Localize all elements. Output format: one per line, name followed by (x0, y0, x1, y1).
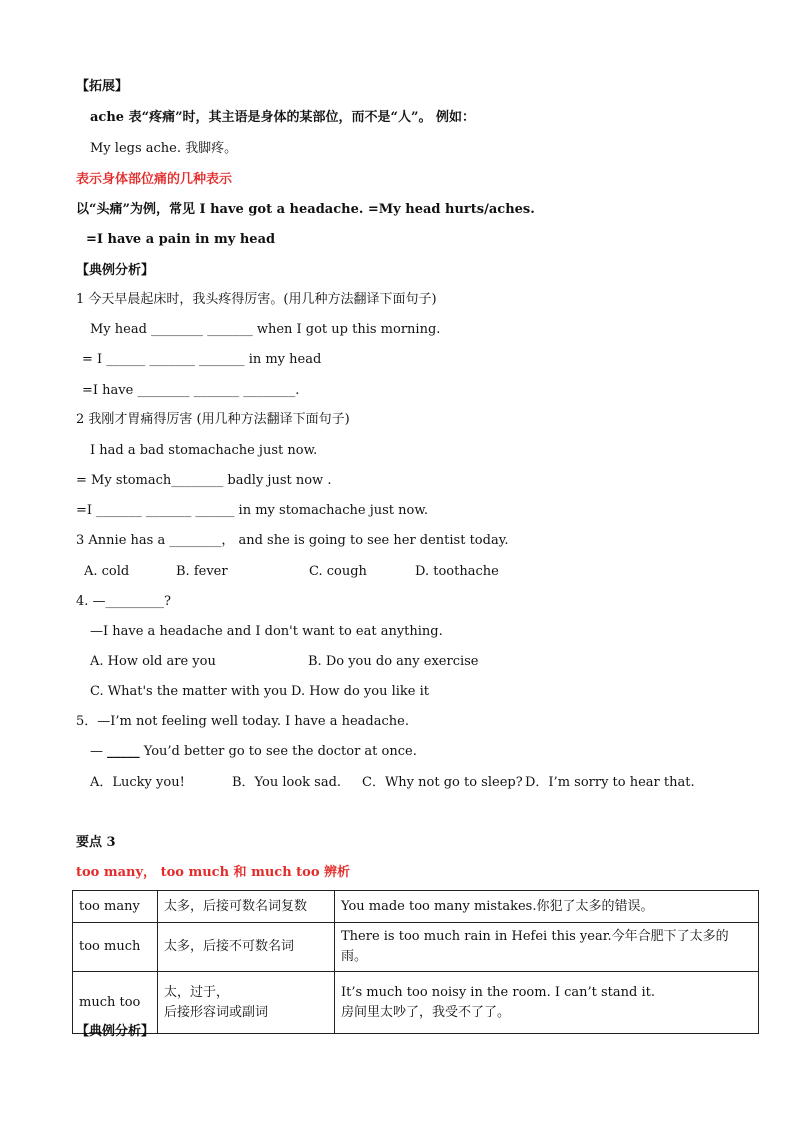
usage-line: 太，过于， (164, 984, 230, 1000)
example-line: It’s much too noisy in the room. I can’t stand it. (341, 984, 655, 1000)
q2-prompt: 2 我刚才胃痛得厉害 (用几种方法翻译下面句子) (76, 412, 350, 427)
example-cell (335, 972, 759, 1034)
q5-reply-dash: — (90, 744, 103, 759)
table-row (73, 923, 759, 972)
extension-heading: 【拓展】 (76, 79, 129, 94)
q4-option: A. How old are you (90, 654, 216, 669)
examples-heading-2: 【典例分析】 (76, 1024, 155, 1039)
term-cell: too many (73, 891, 158, 923)
usage-line: 后接形容词或副词 (164, 1004, 269, 1020)
examples-heading: 【典例分析】 (76, 263, 155, 278)
example-cell: You made too many mistakes.你犯了太多的错误。 (335, 891, 759, 923)
body-pain-title: 表示身体部位痛的几种表示 (76, 172, 233, 187)
q4-option: D. How do you like it (291, 684, 430, 699)
q5-reply (90, 743, 417, 761)
term-cell: too much (73, 923, 158, 972)
point3-title: too many， too much 和 much too 辨析 (76, 865, 351, 880)
ache-example: My legs ache. 我脚疼。 (90, 141, 238, 156)
comparison-table (72, 890, 759, 1034)
q5-option: B．You look sad. (232, 775, 342, 790)
q3-option: B. fever (176, 564, 228, 579)
q3-prompt: 3 Annie has a ________， and she is going to see her dentist today. (76, 533, 509, 548)
q3-option: A. cold (84, 564, 130, 579)
q4-reply: —I have a headache and I don't want to eat anything. (90, 624, 443, 639)
ache-note: ache 表“疼痛”时，其主语是身体的某部位，而不是“人”。 例如： (90, 110, 476, 125)
q1-line: =I have ________ _______ ________. (82, 383, 300, 398)
point3-heading: 要点 3 (76, 835, 116, 850)
usage-cell (158, 972, 335, 1034)
term-cell: much too (73, 972, 158, 1034)
q3-option: C. cough (309, 564, 367, 579)
usage-cell: 太多，后接不可数名词 (158, 923, 335, 972)
q5-prompt: 5．—I’m not feeling well today. I have a headache. (76, 714, 409, 729)
table-row (73, 891, 759, 923)
q5-option: A．Lucky you! (90, 775, 185, 790)
usage-cell: 太多，后接可数名词复数 (158, 891, 335, 923)
q5-option: C．Why not go to sleep? (362, 775, 523, 790)
q1-line: = I ______ _______ _______ in my head (82, 352, 322, 367)
q1-line: My head ________ _______ when I got up this morning. (90, 322, 441, 337)
q1-prompt: 1 今天早晨起床时，我头疼得厉害。(用几种方法翻译下面句子) (76, 292, 437, 307)
q4-option: C. What's the matter with you (90, 684, 288, 699)
headache-expressions: 以“头痛”为例，常见 I have got a headache. =My head hurts/aches. (76, 202, 535, 217)
q5-option: D．I’m sorry to hear that. (525, 775, 695, 790)
q2-line: =I _______ _______ ______ in my stomachache just now. (76, 503, 429, 518)
q2-line: = My stomach________ badly just now . (76, 473, 332, 488)
q2-line: I had a bad stomachache just now. (90, 443, 318, 458)
q4-option: B. Do you do any exercise (308, 654, 479, 669)
q5-reply-blank: _____ (107, 744, 140, 759)
pain-expression: =I have a pain in my head (86, 232, 276, 247)
q3-option: D. toothache (415, 564, 499, 579)
q5-reply-text: You’d better go to see the doctor at once. (139, 744, 417, 759)
table-row (73, 972, 759, 1034)
q4-prompt: 4. —_________? (76, 594, 172, 609)
example-line: 房间里太吵了，我受不了了。 (341, 1004, 511, 1020)
example-cell: There is too much rain in Hefei this year.今年合肥下了太多的雨。 (335, 923, 759, 972)
